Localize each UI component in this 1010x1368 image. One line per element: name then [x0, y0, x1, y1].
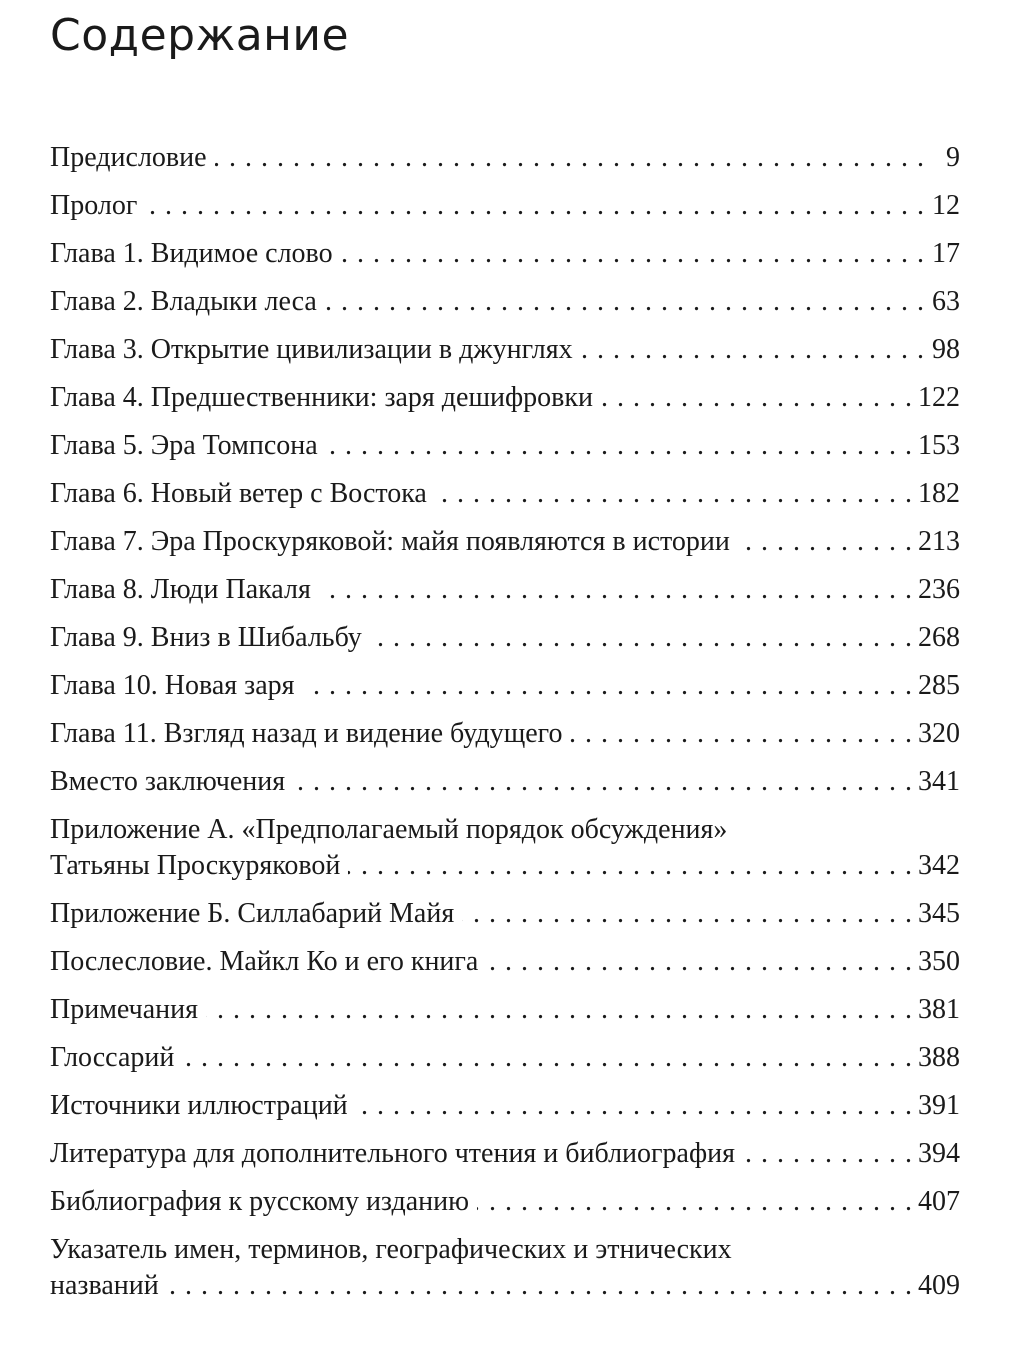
- page-title: Содержание: [50, 10, 350, 61]
- toc-entry[interactable]: [50, 716, 960, 752]
- toc-entry-title-line1: Указатель имен, терминов, географических и этнических: [50, 1234, 732, 1265]
- toc-entry-title: Глава 11. Взгляд назад и видение будущего: [50, 718, 563, 749]
- toc-entry[interactable]: [50, 668, 960, 704]
- dot-leader: [326, 428, 912, 464]
- toc-entry-title: Вместо заключения: [50, 766, 286, 797]
- toc-entry-page: 341: [918, 766, 960, 797]
- dot-leader: [319, 572, 912, 608]
- dot-leader: [348, 848, 912, 884]
- toc-entry-page: 320: [918, 718, 960, 749]
- toc-entry-page: 268: [918, 622, 960, 653]
- toc-entry[interactable]: [50, 896, 960, 932]
- toc-entry[interactable]: [50, 1184, 960, 1220]
- toc-entry-title: Предисловие: [50, 142, 207, 173]
- toc-entry-page: 182: [918, 478, 960, 509]
- dot-leader: [462, 896, 912, 932]
- dot-leader: [303, 668, 912, 704]
- dot-leader: [581, 332, 924, 368]
- toc-entry-page: 350: [918, 946, 960, 977]
- toc-entry-page: 345: [918, 898, 960, 929]
- toc-entry-page: 409: [918, 1270, 960, 1301]
- toc-entry[interactable]: [50, 284, 960, 320]
- toc-entry-title: Глава 4. Предшественники: заря дешифровки: [50, 382, 593, 413]
- dot-leader: [206, 992, 912, 1028]
- dot-leader: [325, 284, 924, 320]
- toc-entry[interactable]: [50, 812, 960, 884]
- toc-entry[interactable]: [50, 188, 960, 224]
- toc-entry-page: 342: [918, 850, 960, 881]
- dot-leader: [356, 1088, 912, 1124]
- toc-entry-title-line1: Приложение А. «Предполагаемый порядок обсуждения»: [50, 814, 728, 845]
- toc-entry-title: Глава 3. Открытие цивилизации в джунглях: [50, 334, 573, 365]
- toc-entry-title: Глава 5. Эра Томпсона: [50, 430, 318, 461]
- toc-entry-title: Глава 9. Вниз в Шибальбу: [50, 622, 362, 653]
- toc-entry-page: 394: [918, 1138, 960, 1169]
- dot-leader: [293, 764, 912, 800]
- toc-entry-page: 213: [918, 526, 960, 557]
- toc-entry[interactable]: [50, 1232, 960, 1304]
- toc-entry[interactable]: [50, 572, 960, 608]
- toc-entry-page: 236: [918, 574, 960, 605]
- dot-leader: [477, 1184, 912, 1220]
- dot-leader: [145, 188, 924, 224]
- toc-entry-title: Глава 6. Новый ветер с Востока: [50, 478, 427, 509]
- dot-leader: [435, 476, 912, 512]
- toc-entry-title: Приложение Б. Силлабарий Майя: [50, 898, 455, 929]
- toc-entry-title: Послесловие. Майкл Ко и его книга: [50, 946, 479, 977]
- toc-entry-page: 98: [932, 334, 960, 365]
- toc-entry-page: 388: [918, 1042, 960, 1073]
- toc-entry[interactable]: [50, 1088, 960, 1124]
- toc-entry[interactable]: [50, 332, 960, 368]
- toc-entry[interactable]: [50, 476, 960, 512]
- dot-leader: [215, 140, 924, 176]
- toc-entry-page: 285: [918, 670, 960, 701]
- toc-entry[interactable]: [50, 524, 960, 560]
- toc-entry-page: 122: [918, 382, 960, 413]
- toc-entry[interactable]: [50, 236, 960, 272]
- dot-leader: [743, 1136, 912, 1172]
- toc-list: [50, 140, 960, 1316]
- toc-entry-title: Примечания: [50, 994, 199, 1025]
- toc-entry-title: Литература для дополнительного чтения и библиография: [50, 1138, 735, 1169]
- toc-entry-page: 153: [918, 430, 960, 461]
- dot-leader: [167, 1268, 912, 1304]
- toc-entry[interactable]: [50, 380, 960, 416]
- toc-entry-title: Источники иллюстраций: [50, 1090, 348, 1121]
- toc-entry-page: 407: [918, 1186, 960, 1217]
- toc-entry-page: 381: [918, 994, 960, 1025]
- dot-leader: [182, 1040, 912, 1076]
- dot-leader: [341, 236, 924, 272]
- toc-entry[interactable]: [50, 140, 960, 176]
- toc-entry-title: Пролог: [50, 190, 138, 221]
- toc-entry-title: Библиография к русскому изданию: [50, 1186, 470, 1217]
- toc-entry[interactable]: [50, 428, 960, 464]
- toc-entry[interactable]: [50, 1136, 960, 1172]
- toc-entry-title: названий: [50, 1270, 159, 1301]
- toc-entry[interactable]: [50, 1040, 960, 1076]
- toc-entry-title: Глава 8. Люди Пакаля: [50, 574, 311, 605]
- toc-entry[interactable]: [50, 992, 960, 1028]
- toc-entry-title: Глава 10. Новая заря: [50, 670, 295, 701]
- toc-entry-page: 63: [932, 286, 960, 317]
- toc-entry-page: 391: [918, 1090, 960, 1121]
- toc-entry-title: Глава 1. Видимое слово: [50, 238, 333, 269]
- toc-entry-title: Глава 2. Владыки леса: [50, 286, 317, 317]
- toc-entry-page: 12: [932, 190, 960, 221]
- toc-entry[interactable]: [50, 620, 960, 656]
- toc-entry[interactable]: [50, 764, 960, 800]
- dot-leader: [570, 716, 912, 752]
- toc-entry-title: Глава 7. Эра Проскуряковой: майя появляются в истории: [50, 526, 730, 557]
- dot-leader: [370, 620, 912, 656]
- toc-entry-page: 9: [946, 142, 960, 173]
- toc-entry-page: 17: [932, 238, 960, 269]
- toc-entry-title: Глоссарий: [50, 1042, 175, 1073]
- dot-leader: [486, 944, 912, 980]
- toc-entry-title: Татьяны Проскуряковой: [50, 850, 341, 881]
- dot-leader: [601, 380, 912, 416]
- dot-leader: [738, 524, 912, 560]
- toc-entry[interactable]: [50, 944, 960, 980]
